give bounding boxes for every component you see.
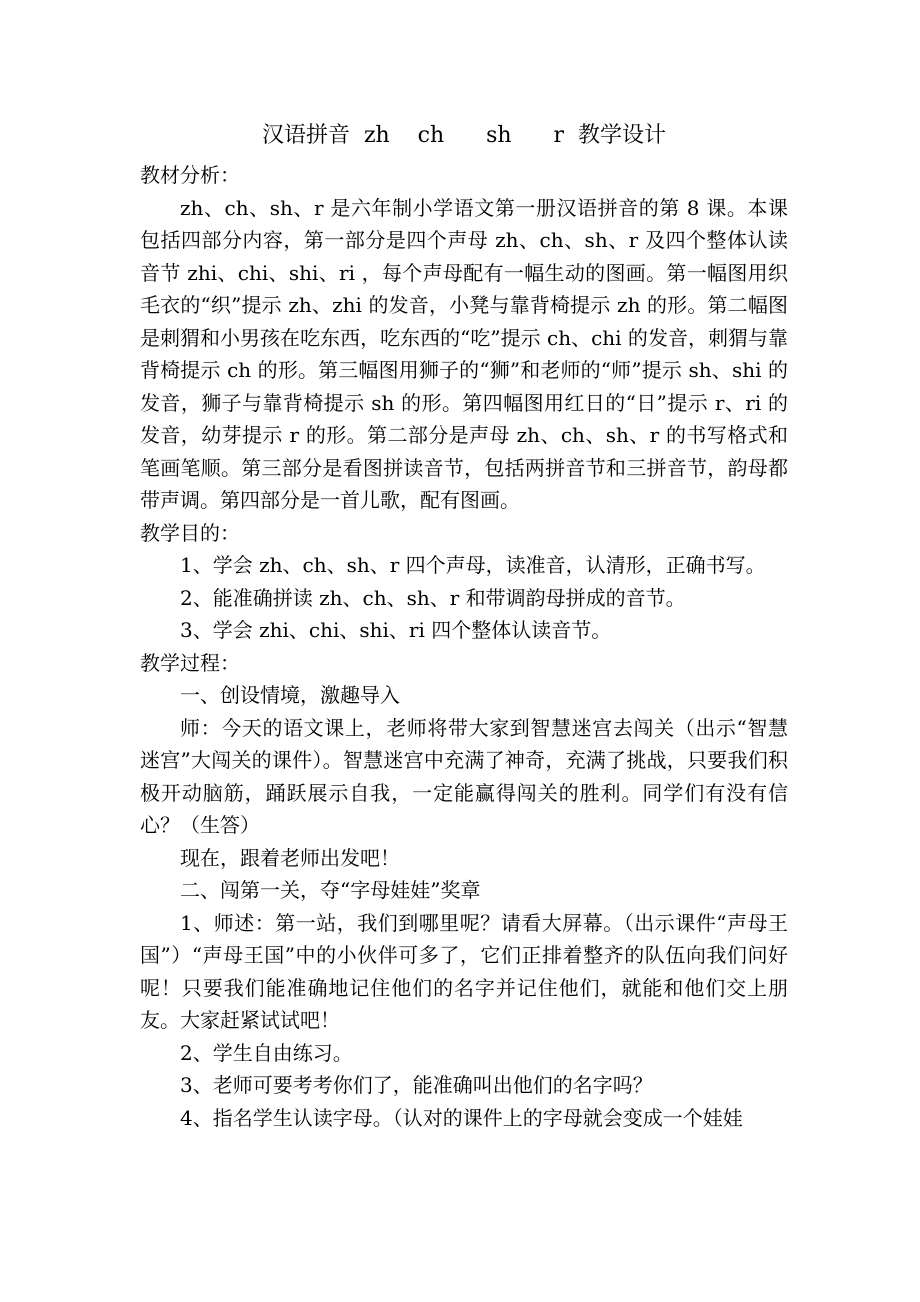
analysis-paragraph: zh、ch、sh、r 是六年制小学语文第一册汉语拼音的第 8 课。本课包括四部分内容，第一部分是四个声母 zh、ch、sh、r 及四个整体认读音节 zhi、chi、shi、ri ，每个声母配有一幅生动的图画。第一幅图用织毛衣的“织”提示 zh、zhi 的发音，小凳与靠背椅提示 zh 的形。第二幅图是刺猬和小男孩在吃东西，吃东西的“吃”提示 ch、chi 的发音，刺猬与靠背椅提示 ch 的形。第三幅图用狮子的“狮”和老师的“师”提示 sh、shi 的发音，狮子与靠背椅提示 sh 的形。第四幅图用红日的“日”提示 r、ri 的发音，幼芽提示 r 的形。第二部分是声母 zh、ch、sh、r 的书写格式和笔画笔顺。第三部分是看图拼读音节，包括两拼音节和三拼音节，韵母都带声调。第四部分是一首儿歌，配有图画。 bbox=[140, 195, 788, 512]
analysis-heading: 教材分析： bbox=[140, 163, 240, 187]
step2-item-4: 4、指名学生认读字母。（认对的课件上的字母就会变成一个娃娃 bbox=[180, 1105, 743, 1130]
goal-item: 3、学会 zhi、chi、shi、ri 四个整体认读音节。 bbox=[180, 618, 612, 642]
goal-item: 2、能准确拼读 zh、ch、sh、r 和带调韵母拼成的音节。 bbox=[180, 585, 686, 610]
document-page bbox=[140, 118, 788, 1134]
step2-heading: 二、闯第一关，夺“字母娃娃”奖章 bbox=[180, 878, 481, 902]
step2-item-1: 1、师述：第一站，我们到哪里呢？请看大屏幕。（出示课件“声母王国”）“声母王国”中的小伙伴可多了，它们正排着整齐的队伍向我们问好呢！只要我们能准确地记住他们的名字并记住他们，就能和他们交上朋友。大家赶紧试试吧！ bbox=[140, 910, 788, 1032]
step1-follow: 现在，跟着老师出发吧！ bbox=[180, 845, 400, 870]
step1-paragraph: 师：今天的语文课上，老师将带大家到智慧迷宫去闯关（出示“智慧迷宫”大闯关的课件）。智慧迷宫中充满了神奇，充满了挑战，只要我们积极开动脑筋，踊跃展示自我，一定能赢得闯关的胜利。同学们有没有信心？（生答） bbox=[140, 715, 788, 837]
step2-item-3: 3、老师可要考考你们了，能准确叫出他们的名字吗？ bbox=[180, 1073, 653, 1097]
document-title: 汉语拼音 zh ch sh r 教学设计 bbox=[261, 123, 667, 148]
process-heading: 教学过程： bbox=[140, 650, 240, 675]
goal-item: 1、学会 zh、ch、sh、r 四个声母，读准音，认清形，正确书写。 bbox=[180, 553, 766, 577]
step2-item-2: 2、学生自由练习。 bbox=[180, 1040, 353, 1065]
step1-heading: 一、创设情境，激趣导入 bbox=[180, 683, 400, 707]
goals-heading: 教学目的： bbox=[140, 520, 240, 545]
